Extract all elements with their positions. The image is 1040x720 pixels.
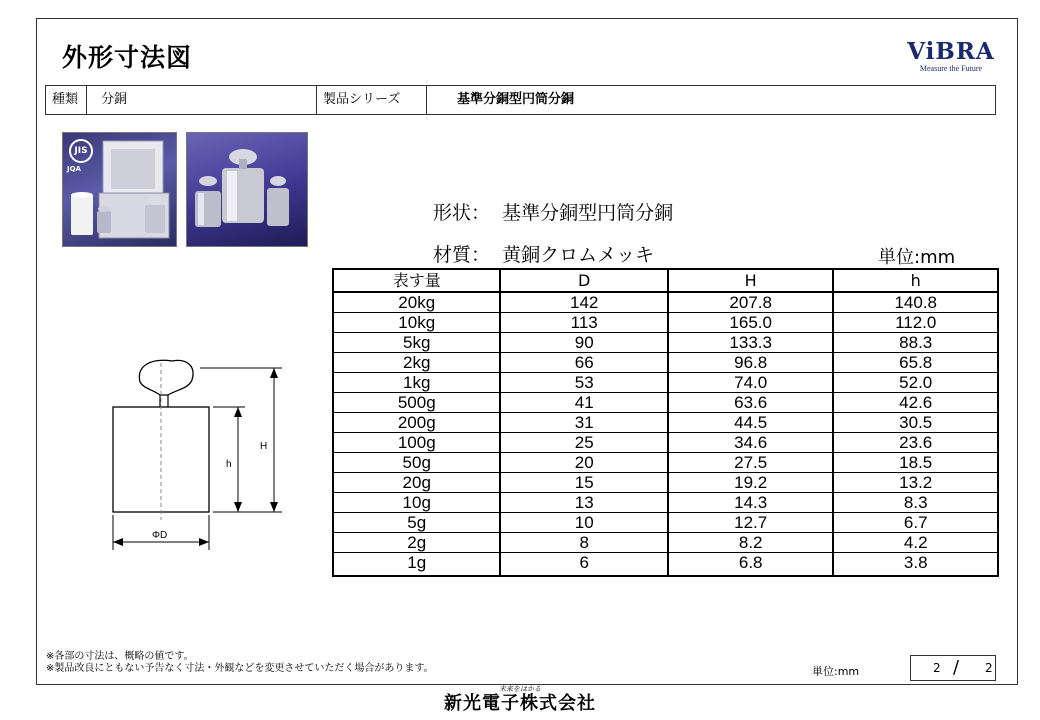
column-header: H	[668, 269, 834, 292]
table-cell: 42.6	[833, 393, 998, 413]
table-cell: 23.6	[833, 433, 998, 453]
table-cell: 1g	[333, 553, 500, 577]
page-indicator	[910, 655, 996, 681]
material-label: 材質：	[433, 244, 491, 266]
footer-unit-label: 単位:mm	[812, 665, 860, 678]
jis-mark-icon: JIS	[69, 139, 93, 163]
logo-brand: ViBRA	[907, 38, 995, 65]
table-cell: 10kg	[333, 313, 500, 333]
table-cell: 2g	[333, 533, 500, 553]
dimension-label-diameter: ΦD	[152, 530, 168, 541]
table-cell: 18.5	[833, 453, 998, 473]
table-cell: 3.8	[833, 553, 998, 577]
table-row	[333, 393, 998, 413]
table-cell: 8.2	[668, 533, 834, 553]
table-cell: 96.8	[668, 353, 834, 373]
table-cell: 140.8	[833, 292, 998, 313]
vibra-logo	[903, 40, 999, 73]
table-cell: 4.2	[833, 533, 998, 553]
table-row	[333, 413, 998, 433]
table-cell: 15	[500, 473, 667, 493]
note-change-notice: ※製品改良にともない予告なく寸法・外観などを変更させていただく場合があります。	[46, 663, 434, 674]
table-cell: 88.3	[833, 333, 998, 353]
table-row	[333, 292, 998, 313]
table-row	[333, 353, 998, 373]
table-row	[333, 533, 998, 553]
footer-notes	[46, 651, 434, 675]
note-approximate: ※各部の寸法は、概略の値です。	[46, 651, 194, 662]
table-cell: 41	[500, 393, 667, 413]
company-name: 新光電子株式会社	[444, 693, 596, 714]
table-cell: 200g	[333, 413, 500, 433]
table-cell: 90	[500, 333, 667, 353]
unit-label: 単位:mm	[878, 247, 956, 268]
series-label: 製品シリーズ	[316, 86, 400, 114]
type-value: 分銅	[86, 86, 127, 114]
table-cell: 44.5	[668, 413, 834, 433]
table-cell: 13.2	[833, 473, 998, 493]
table-cell: 52.0	[833, 373, 998, 393]
company-logo	[440, 685, 600, 715]
page-title: 外形寸法図	[62, 43, 193, 72]
weights-in-case-illustration	[63, 133, 176, 246]
table-cell: 13	[500, 493, 667, 513]
jqa-mark: JQA	[67, 165, 81, 173]
table-row	[333, 473, 998, 493]
table-cell: 31	[500, 413, 667, 433]
table-cell: 2kg	[333, 353, 500, 373]
table-cell: 20kg	[333, 292, 500, 313]
table-row	[333, 453, 998, 473]
table-cell: 53	[500, 373, 667, 393]
table-cell: 165.0	[668, 313, 834, 333]
series-value: 基準分銅型円筒分銅	[426, 86, 574, 114]
table-cell: 27.5	[668, 453, 834, 473]
table-cell: 6	[500, 553, 667, 577]
table-cell: 30.5	[833, 413, 998, 433]
table-cell: 113	[500, 313, 667, 333]
table-row	[333, 313, 998, 333]
product-photo-case	[62, 132, 177, 247]
table-cell: 100g	[333, 433, 500, 453]
table-cell: 5g	[333, 513, 500, 533]
type-label: 種類	[52, 92, 79, 107]
table-row	[333, 333, 998, 353]
table-row	[333, 493, 998, 513]
company-tagline: 未来をはかる	[499, 685, 541, 693]
table-cell: 19.2	[668, 473, 834, 493]
product-photo-weights	[186, 132, 308, 247]
table-cell: 112.0	[833, 313, 998, 333]
table-cell: 5kg	[333, 333, 500, 353]
info-header-row	[45, 85, 996, 115]
table-row	[333, 513, 998, 533]
table-cell: 8.3	[833, 493, 998, 513]
table-cell: 6.8	[668, 553, 834, 577]
table-cell: 50g	[333, 453, 500, 473]
column-header: D	[500, 269, 667, 292]
table-cell: 74.0	[668, 373, 834, 393]
material-line	[433, 240, 654, 267]
chrome-weights-illustration	[187, 133, 307, 246]
shape-line	[433, 198, 673, 225]
table-cell: 10	[500, 513, 667, 533]
table-cell: 12.7	[668, 513, 834, 533]
table-row	[333, 373, 998, 393]
column-header: 表す量	[333, 269, 500, 292]
table-cell: 133.3	[668, 333, 834, 353]
table-cell: 142	[500, 292, 667, 313]
table-cell: 207.8	[668, 292, 834, 313]
page-current: 2	[933, 661, 941, 675]
table-cell: 500g	[333, 393, 500, 413]
dimension-label-h: h	[226, 459, 232, 470]
table-cell: 65.8	[833, 353, 998, 373]
table-cell: 10g	[333, 493, 500, 513]
table-cell: 20	[500, 453, 667, 473]
logo-tagline: Measure the Future	[919, 64, 983, 73]
table-cell: 14.3	[668, 493, 834, 513]
material-value: 黄銅クロムメッキ	[502, 244, 655, 266]
table-cell: 34.6	[668, 433, 834, 453]
dimension-label-H: H	[260, 441, 268, 452]
table-row	[333, 433, 998, 453]
page-total: 2	[985, 661, 993, 675]
shape-value: 基準分銅型円筒分銅	[502, 202, 674, 224]
page-separator: /	[953, 657, 960, 678]
table-cell: 25	[500, 433, 667, 453]
table-cell: 63.6	[668, 393, 834, 413]
table-cell: 1kg	[333, 373, 500, 393]
table-cell: 6.7	[833, 513, 998, 533]
column-header: h	[833, 269, 998, 292]
table-row	[333, 553, 998, 577]
table-cell: 20g	[333, 473, 500, 493]
dimension-drawing	[100, 355, 300, 555]
dimension-table	[332, 268, 999, 577]
table-cell: 8	[500, 533, 667, 553]
table-header-row	[333, 269, 998, 292]
shape-label: 形状：	[433, 202, 491, 224]
table-cell: 66	[500, 353, 667, 373]
